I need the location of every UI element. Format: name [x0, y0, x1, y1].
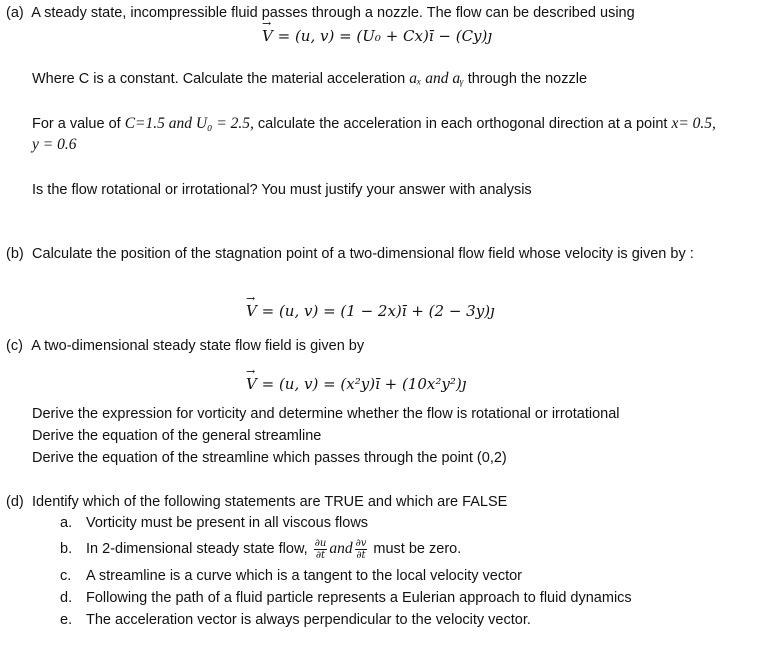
part-c-text [6, 337, 364, 355]
part-a-line3-mid: calculate the acceleration in each orthogonal direction at a point [253, 116, 672, 132]
list-item-text: A streamline is a curve which is a tangent to the local velocity vector [86, 568, 523, 584]
part-c-task-vorticity: Derive the expression for vorticity and determine whether the flow is rotational or irrotational [32, 406, 620, 422]
list-item [60, 567, 522, 585]
part-a-line4: Is the flow rotational or irrotational? You must justify your answer with analysis [32, 182, 532, 198]
list-item-letter: d. [60, 590, 73, 606]
part-a-intro [6, 4, 635, 22]
list-item [60, 589, 632, 607]
part-b-equation [246, 302, 495, 320]
partial-u-fraction: $\frac{\partial u}{\partial t}$ [314, 537, 327, 561]
list-item-letter: b. [60, 541, 73, 557]
part-a-line3b: y = 0.6 [32, 136, 77, 153]
part-d-question: Identify which of the following statements are TRUE and which are FALSE [32, 494, 508, 510]
part-c-eq-vector: → V [246, 375, 257, 393]
part-a-line3 [32, 115, 716, 133]
part-a-intro-text: A steady state, incompressible fluid passes through a nozzle. The flow can be described using [31, 5, 635, 21]
part-b-question: Calculate the position of the stagnation point of a two-dimensional flow field whose velocity is given by : [32, 246, 694, 262]
part-d-text [6, 493, 507, 511]
part-a-label: (a) [6, 5, 24, 21]
part-c-eq-rhs: = (u, v) = (x²y)ī + (10x²y²)ȷ [256, 375, 467, 393]
list-item-letter: e. [60, 612, 73, 628]
list-item-text: Following the path of a fluid particle represents a Eulerian approach to fluid dynamics [86, 590, 632, 606]
partial-v-fraction: $\frac{\partial v}{\partial t}$ [355, 537, 367, 561]
part-a-eq-rhs: = (u, v) = (U₀ + Cx)ī − (Cy)ȷ [272, 27, 493, 45]
list-item [60, 514, 368, 532]
part-a-line2-pre: Where C is a constant. Calculate the material acceleration [32, 71, 410, 87]
part-a-line2-post: through the nozzle [463, 71, 588, 87]
part-b-eq-rhs: = (u, v) = (1 − 2x)ī + (2 − 3y)ȷ [256, 302, 495, 320]
part-c-label: (c) [6, 338, 23, 354]
part-a-line3-math1: C=1.5 and U₀ = 2.5, [124, 115, 254, 132]
part-a-equation [262, 27, 492, 45]
list-item-post: must be zero. [369, 541, 462, 557]
part-b-label: (b) [6, 246, 24, 262]
list-item [60, 611, 531, 629]
part-a-line3-pre: For a value of [32, 116, 125, 132]
part-c-task-streamline-point: Derive the equation of the streamline which passes through the point (0,2) [32, 450, 507, 466]
part-a-line2-math: aₓ and aᵧ [409, 70, 464, 87]
part-c-task-streamline: Derive the equation of the general streamline [32, 428, 322, 444]
part-a-line2 [32, 70, 587, 88]
list-item-pre: In 2-dimensional steady state flow, [86, 541, 312, 557]
part-b-eq-vector: → V [246, 302, 257, 320]
part-a-eq-vector: → V [262, 27, 273, 45]
list-item-letter: c. [60, 568, 72, 584]
part-c-equation [246, 375, 466, 393]
list-item [60, 536, 461, 562]
list-item-letter: a. [60, 515, 73, 531]
part-a-line3-math2: x= 0.5, [671, 115, 716, 132]
list-item-and: and [329, 540, 353, 557]
part-d-label: (d) [6, 494, 24, 510]
list-item-text: The acceleration vector is always perpendicular to the velocity vector. [86, 612, 531, 628]
list-item-text: Vorticity must be present in all viscous flows [86, 515, 369, 531]
part-b-text [6, 245, 694, 263]
part-c-question: A two-dimensional steady state flow field is given by [31, 338, 365, 354]
